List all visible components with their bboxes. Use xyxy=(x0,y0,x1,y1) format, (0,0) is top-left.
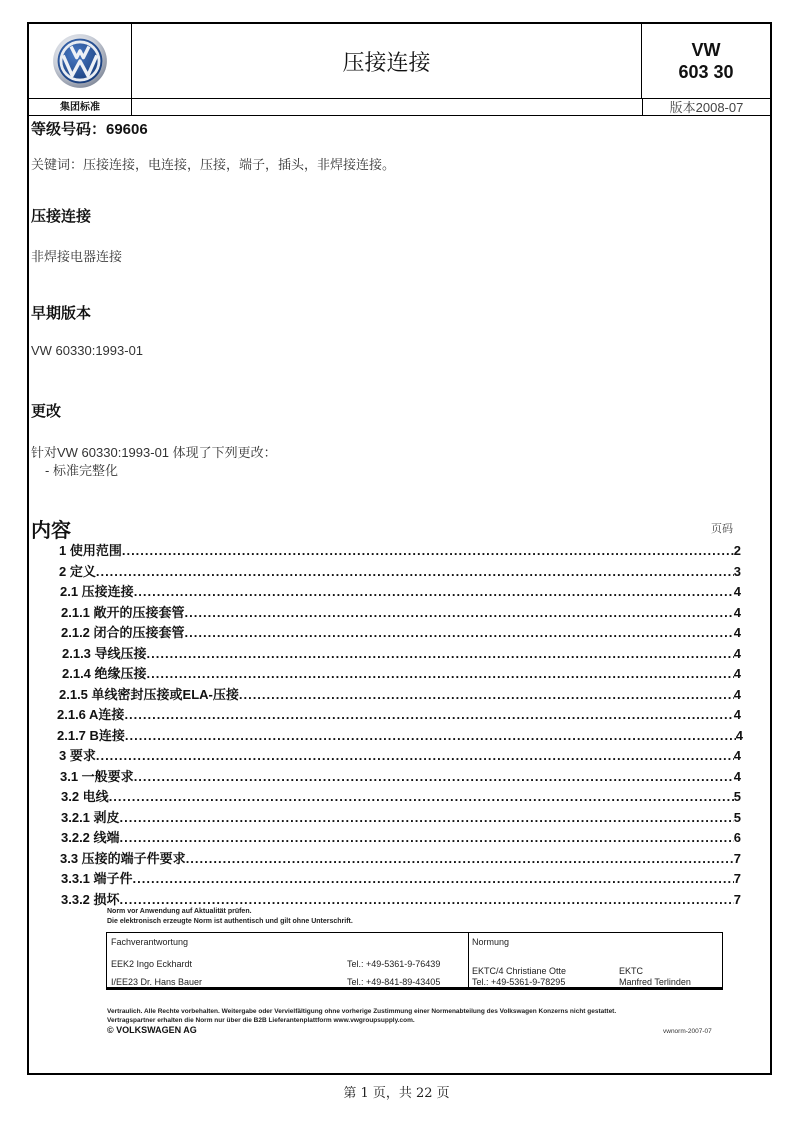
grade-number: 等级号码：69606 xyxy=(31,121,148,138)
section-body: 非焊接电器连接 xyxy=(31,249,123,264)
toc-item[interactable]: 3.2.1 剥皮 ..... 5 xyxy=(61,807,741,827)
standard-code-prefix: VW xyxy=(691,40,721,60)
document-page xyxy=(27,22,772,1075)
standard-code-number: 603 30 xyxy=(678,62,734,82)
toc-item[interactable]: 2 定义 ..... 3 xyxy=(59,561,741,581)
section-body: 针对VW 60330:1993-01 体现了下列更改： xyxy=(31,445,277,460)
standard-code xyxy=(642,24,770,98)
toc-item[interactable]: 2.1.2 闭合的压接套管 ..... 4 xyxy=(61,622,741,642)
responsible-person-1: EEK2 Ingo Eckhardt xyxy=(111,959,193,969)
standardization-heading: Normung xyxy=(472,937,510,947)
toc-item[interactable]: 1 使用范围 ..... 2 xyxy=(59,540,741,560)
toc-item[interactable]: 3.2.2 线端 ..... 6 xyxy=(61,827,741,847)
toc-item[interactable]: 2.1.6 A连接 ..... 4 xyxy=(57,704,741,724)
toc-item[interactable]: 3.3.1 端子件 ..... 7 xyxy=(61,868,741,888)
toc-item[interactable]: 3.3.2 损坏 ..... 7 xyxy=(61,889,741,909)
standardization-cell xyxy=(469,933,722,988)
toc-item[interactable]: 3.3 压接的端子件要求 ..... 7 xyxy=(60,848,741,868)
header-subrow xyxy=(29,98,770,116)
section-bullet: - 标准完整化 xyxy=(45,463,118,478)
keywords: 关键词：压接连接，电连接，压接，端子，插头，非焊接连接。 xyxy=(31,157,396,172)
copyright: © VOLKSWAGEN AG xyxy=(107,1025,197,1035)
responsible-person-2: I/EE23 Dr. Hans Bauer xyxy=(111,977,203,987)
toc-item[interactable]: 2.1.4 绝缘压接 ..... 4 xyxy=(62,663,741,683)
header-table xyxy=(29,24,770,118)
section-heading: 压接连接 xyxy=(31,208,92,225)
form-id: vwnorm-2007-07 xyxy=(663,1028,712,1035)
toc-item[interactable]: 3.1 一般要求 ..... 4 xyxy=(60,766,741,786)
toc-item[interactable]: 2.1.7 B连接 ..... 4 xyxy=(57,725,743,745)
standardization-dept: EKTC xyxy=(619,966,644,976)
toc-page-label: 页码 xyxy=(711,523,733,535)
responsible-phone-2: Tel.: +49-841-89-43405 xyxy=(347,977,441,987)
toc-item[interactable]: 3.2 电线 ..... 5 xyxy=(61,786,741,806)
toc-item[interactable]: 2.1.1 敞开的压接套管 ..... 4 xyxy=(61,602,741,622)
group-standard-label: 集团标准 xyxy=(29,99,132,116)
vw-logo-icon xyxy=(52,33,108,89)
version-label: 版本2008-07 xyxy=(642,99,770,116)
standardization-person: EKTC/4 Christiane Otte xyxy=(472,966,567,976)
legal-notice: Vertraulich. Alle Rechte vorbehalten. Weitergabe oder Vervielfältigung ohne vorherige Zustimmung einer Normenabteilung des Volkswagen Konzerns nicht gestattet. Vertragspartner erhalten die Norm nur über die B2B Lieferantenplattform www.vwgroupsupply.com. xyxy=(107,1008,617,1024)
standardization-phone: Tel.: +49-5361-9-78295 xyxy=(472,977,566,987)
section-heading: 早期版本 xyxy=(31,305,92,322)
toc-item[interactable]: 3 要求 ..... 4 xyxy=(59,745,741,765)
responsible-phone-1: Tel.: +49-5361-9-76439 xyxy=(347,959,441,969)
responsibility-table xyxy=(106,932,723,990)
responsibility-heading: Fachverantwortung xyxy=(111,937,189,947)
section-body: VW 60330:1993-01 xyxy=(31,343,144,358)
norm-notice: Norm vor Anwendung auf Aktualität prüfen. Die elektronisch erzeugte Norm ist authentisch und gilt ohne Unterschrift. xyxy=(107,908,353,925)
toc-title: 内容 xyxy=(31,520,71,542)
document-title: 压接连接 xyxy=(132,24,642,98)
toc-item[interactable]: 2.1.5 单线密封压接或ELA-压接 ..... 4 xyxy=(59,684,741,704)
page-number: 第 1 页，共 22 页 xyxy=(343,1086,450,1101)
toc-item[interactable]: 2.1 压接连接 ..... 4 xyxy=(60,581,741,601)
toc-item[interactable]: 2.1.3 导线压接 ..... 4 xyxy=(62,643,741,663)
responsibility-cell xyxy=(107,933,469,988)
section-heading: 更改 xyxy=(31,403,62,420)
standardization-contact: Manfred Terlinden xyxy=(619,977,691,987)
logo-cell xyxy=(29,24,132,98)
